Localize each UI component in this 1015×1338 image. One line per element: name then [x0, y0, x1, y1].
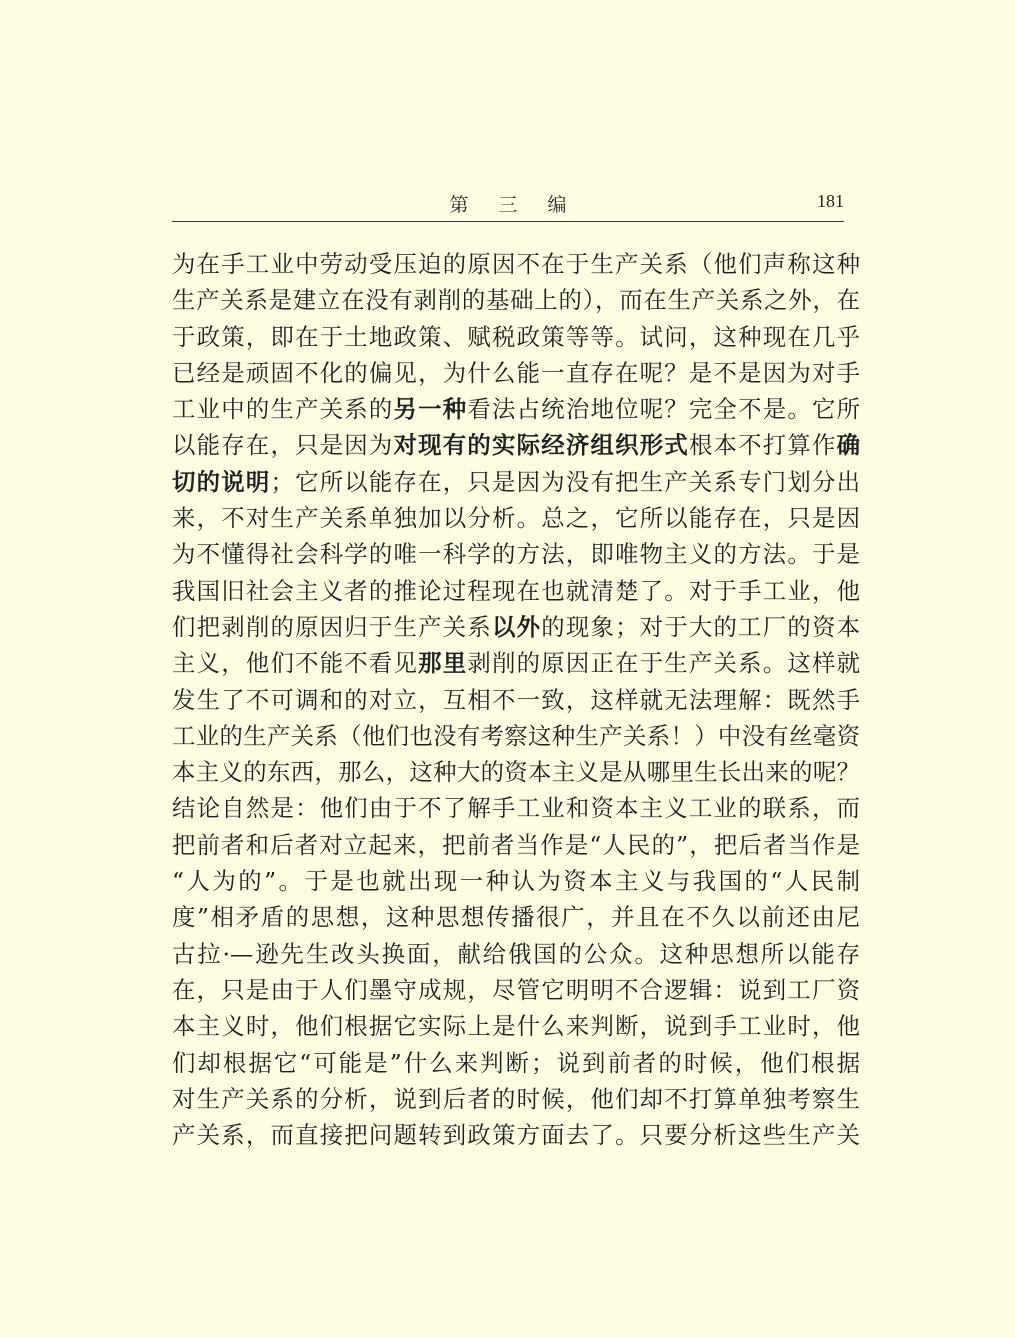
text-run: 主义，他们不能不看见: [172, 649, 419, 678]
text-line: [172, 246, 860, 282]
text-run: 工业中的生产关系的: [172, 395, 394, 424]
text-line: [172, 573, 860, 609]
emphasized-text: 那里: [418, 649, 468, 678]
text-run: 的现象；对于大的工厂的资本: [541, 612, 861, 641]
text-run: 为不懂得社会科学的唯一科学的方法，即唯物主义的方法。于是: [172, 540, 860, 569]
text-run: 度”相矛盾的思想，这种思想传播很广，并且在不久以前还由尼: [172, 903, 860, 932]
text-run: 把前者和后者对立起来，把前者当作是“人民的”，把后者当作是: [172, 830, 860, 859]
text-line: [172, 282, 860, 318]
text-run: 我国旧社会主义者的推论过程现在也就清楚了。对于手工业，他: [172, 576, 860, 605]
text-run: 们把剥削的原因归于生产关系: [172, 612, 492, 641]
text-run: 生产关系是建立在没有剥削的基础上的），而在生产关系之外，在: [172, 286, 860, 315]
text-line: [172, 972, 860, 1008]
text-line: [172, 500, 860, 536]
text-run: 根本不打算作: [688, 431, 837, 460]
text-run: 产关系，而直接把问题转到政策方面去了。只要分析这些生产关: [172, 1121, 860, 1150]
header-rule: [172, 221, 844, 222]
text-run: 工业的生产关系（他们也没有考察这种生产关系！）中没有丝毫资: [172, 721, 860, 750]
text-run: 以能存在，只是因为: [172, 431, 394, 460]
text-line: [172, 464, 860, 500]
text-line: [172, 1008, 860, 1044]
text-line: [172, 682, 860, 718]
text-line: [172, 1117, 860, 1153]
text-run: “人为的”。于是也就出现一种认为资本主义与我国的“人民制: [172, 867, 860, 896]
text-line: [172, 391, 860, 427]
chapter-title: 第三编: [449, 194, 597, 216]
text-run: 本主义的东西，那么，这种大的资本主义是从哪里生长出来的呢？: [172, 758, 860, 787]
text-line: [172, 899, 860, 935]
text-run: 看法占统治地位呢？完全不是。它所: [467, 395, 861, 424]
text-run: 发生了不可调和的对立，互相不一致，这样就无法理解：既然手: [172, 685, 860, 714]
emphasized-text: 切的说明: [172, 467, 271, 496]
text-line: [172, 718, 860, 754]
text-line: [172, 355, 860, 391]
body-text: [172, 246, 860, 1153]
text-line: [172, 609, 860, 645]
text-line: [172, 790, 860, 826]
emphasized-text: 确: [836, 431, 861, 460]
page-number: 181: [817, 191, 844, 211]
text-run: 剥削的原因正在于生产关系。这样就: [467, 649, 861, 678]
text-line: [172, 827, 860, 863]
text-run: 已经是顽固不化的偏见，为什么能一直存在呢？是不是因为对手: [172, 358, 860, 387]
text-line: [172, 536, 860, 572]
text-run: 对生产关系的分析，说到后者的时候，他们却不打算单独考察生: [172, 1084, 860, 1113]
text-run: 来，不对生产关系单独加以分析。总之，它所以能存在，只是因: [172, 504, 860, 533]
text-run: 于政策，即在于土地政策、赋税政策等等。试问，这种现在几乎: [172, 322, 860, 351]
text-run: 本主义时，他们根据它实际上是什么来判断，说到手工业时，他: [172, 1012, 860, 1041]
text-line: [172, 754, 860, 790]
text-run: 结论自然是：他们由于不了解手工业和资本主义工业的联系，而: [172, 794, 860, 823]
text-line: [172, 1045, 860, 1081]
text-line: [172, 645, 860, 681]
text-line: [172, 863, 860, 899]
text-line: [172, 1081, 860, 1117]
text-run: 在，只是由于人们墨守成规，尽管它明明不合逻辑：说到工厂资: [172, 975, 860, 1004]
text-run: 为在手工业中劳动受压迫的原因不在于生产关系（他们声称这种: [172, 250, 860, 278]
text-run: ；它所以能存在，只是因为没有把生产关系专门划分出: [270, 467, 861, 496]
emphasized-text: 以外: [492, 612, 542, 641]
text-line: [172, 319, 860, 355]
running-head: [172, 186, 844, 220]
emphasized-text: 对现有的实际经济组织形式: [393, 431, 689, 460]
emphasized-text: 另一种: [393, 395, 468, 424]
text-run: 古拉·—逊先生改头换面，献给俄国的公众。这种思想所以能存: [172, 939, 860, 968]
text-line: [172, 427, 860, 463]
text-line: [172, 936, 860, 972]
text-run: 们却根据它“可能是”什么来判断；说到前者的时候，他们根据: [172, 1048, 860, 1077]
